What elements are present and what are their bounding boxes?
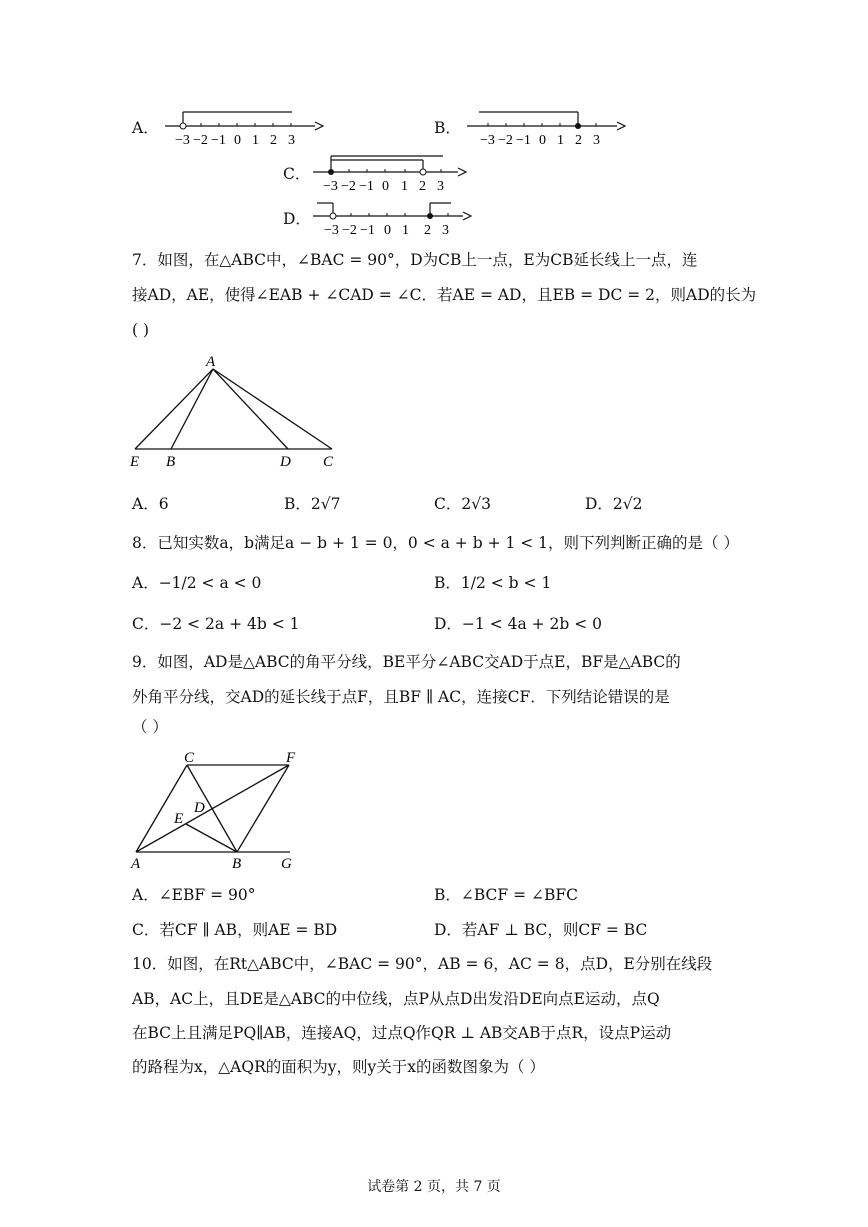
q7-point-d: D: [280, 454, 291, 470]
q7-option-c: C．2√3: [434, 495, 491, 513]
tick-label: 2: [424, 223, 431, 238]
q6-option-a-number-line: [165, 104, 330, 154]
tick-label: −2: [193, 133, 208, 148]
tick-label: −1: [211, 133, 226, 148]
q9-line-1: 9．如图，AD是△ABC的角平分线，BE平分∠ABC交AD于点E，BF是△ABC的: [132, 653, 681, 671]
q7-line-3: ( ): [132, 321, 150, 339]
q9-figure: [128, 744, 308, 872]
q8-option-c: C．−2 < 2a + 4b < 1: [132, 615, 300, 633]
tick-label: 3: [442, 223, 449, 238]
q7-option-a: A．6: [132, 495, 169, 513]
q9-line-3: （ ）: [132, 718, 168, 736]
tick-label: −2: [342, 223, 357, 238]
q7-option-d: D．2√2: [585, 495, 643, 513]
q6-option-d-number-line: [313, 196, 473, 242]
q9-option-c: C．若CF ∥ AB，则AE = BD: [132, 921, 338, 939]
q6-option-d-label: D．: [283, 210, 311, 228]
q6-option-a-label: A．: [132, 119, 159, 137]
tick-label: −1: [516, 133, 531, 148]
q8-option-b: B．1/2 < b < 1: [434, 574, 552, 592]
q6-option-b-label: B．: [434, 119, 461, 137]
q7-point-a: A: [206, 354, 216, 370]
tick-label: 2: [419, 179, 426, 194]
q9-point-d: D: [194, 800, 205, 816]
q7-point-c: C: [323, 454, 334, 470]
q10-line-2: AB，AC上，且DE是△ABC的中位线，点P从点D出发沿DE向点E运动，点Q: [132, 990, 660, 1008]
q9-option-a: A．∠EBF = 90°: [132, 886, 256, 904]
q9-point-b: B: [232, 856, 242, 872]
q9-option-d: D．若AF ⊥ BC，则CF = BC: [434, 921, 648, 939]
q9-point-g: G: [281, 856, 292, 872]
q7-option-b: B．2√7: [284, 495, 341, 513]
tick-label: 0: [234, 133, 241, 148]
tick-label: 0: [382, 179, 389, 194]
q6-option-b-number-line: [467, 104, 632, 154]
q9-option-b: B．∠BCF = ∠BFC: [434, 886, 579, 904]
tick-label: −3: [175, 133, 190, 148]
tick-label: 3: [288, 133, 295, 148]
tick-label: −3: [323, 179, 338, 194]
q9-line-2: 外角平分线，交AD的延长线于点F，且BF ∥ AC，连接CF．下列结论错误的是: [132, 688, 670, 706]
tick-label: −3: [324, 223, 339, 238]
tick-label: 0: [384, 223, 391, 238]
q9-point-a: A: [131, 856, 141, 872]
q9-point-e: E: [174, 811, 184, 827]
q10-line-4: 的路程为x，△AQR的面积为y，则y关于x的函数图象为（ ）: [132, 1058, 545, 1076]
q8-option-a: A．−1/2 < a < 0: [132, 574, 262, 592]
q6-option-c-label: C．: [283, 165, 311, 183]
tick-label: −1: [360, 223, 375, 238]
tick-label: −2: [341, 179, 356, 194]
tick-label: −1: [359, 179, 374, 194]
tick-label: 1: [252, 133, 259, 148]
tick-label: 0: [539, 133, 546, 148]
q9-point-f: F: [286, 750, 296, 766]
q8-option-d: D．−1 < 4a + 2b < 0: [434, 615, 603, 633]
tick-label: 3: [593, 133, 600, 148]
tick-label: 1: [557, 133, 564, 148]
q9-point-c: C: [184, 750, 195, 766]
q10-line-1: 10．如图，在Rt△ABC中，∠BAC = 90°，AB = 6，AC = 8，点D，E分别在线段: [132, 955, 713, 973]
tick-label: 1: [402, 223, 409, 238]
page-footer: 试卷第 2 页，共 7 页: [367, 1179, 501, 1195]
tick-label: −2: [498, 133, 513, 148]
q7-figure: [128, 352, 348, 476]
q7-point-e: E: [130, 454, 140, 470]
tick-label: 2: [575, 133, 582, 148]
q7-line-2: 接AD，AE，使得∠EAB + ∠CAD = ∠C．若AE = AD，且EB = DC = 2，则AD的长为: [132, 286, 757, 304]
tick-label: 2: [270, 133, 277, 148]
q7-point-b: B: [166, 454, 176, 470]
tick-label: 1: [401, 179, 408, 194]
q7-line-1: 7．如图，在△ABC中，∠BAC = 90°，D为CB上一点，E为CB延长线上一点，连: [132, 251, 698, 269]
q6-option-c-number-line: [313, 150, 473, 196]
tick-label: −3: [480, 133, 495, 148]
q10-line-3: 在BC上且满足PQ∥AB，连接AQ，过点Q作QR ⊥ AB交AB于点R，设点P运动: [132, 1024, 672, 1042]
q8-line-1: 8．已知实数a，b满足a − b + 1 = 0，0 < a + b + 1 < 1，则下列判断正确的是（ ）: [132, 534, 739, 552]
tick-label: 3: [437, 179, 444, 194]
